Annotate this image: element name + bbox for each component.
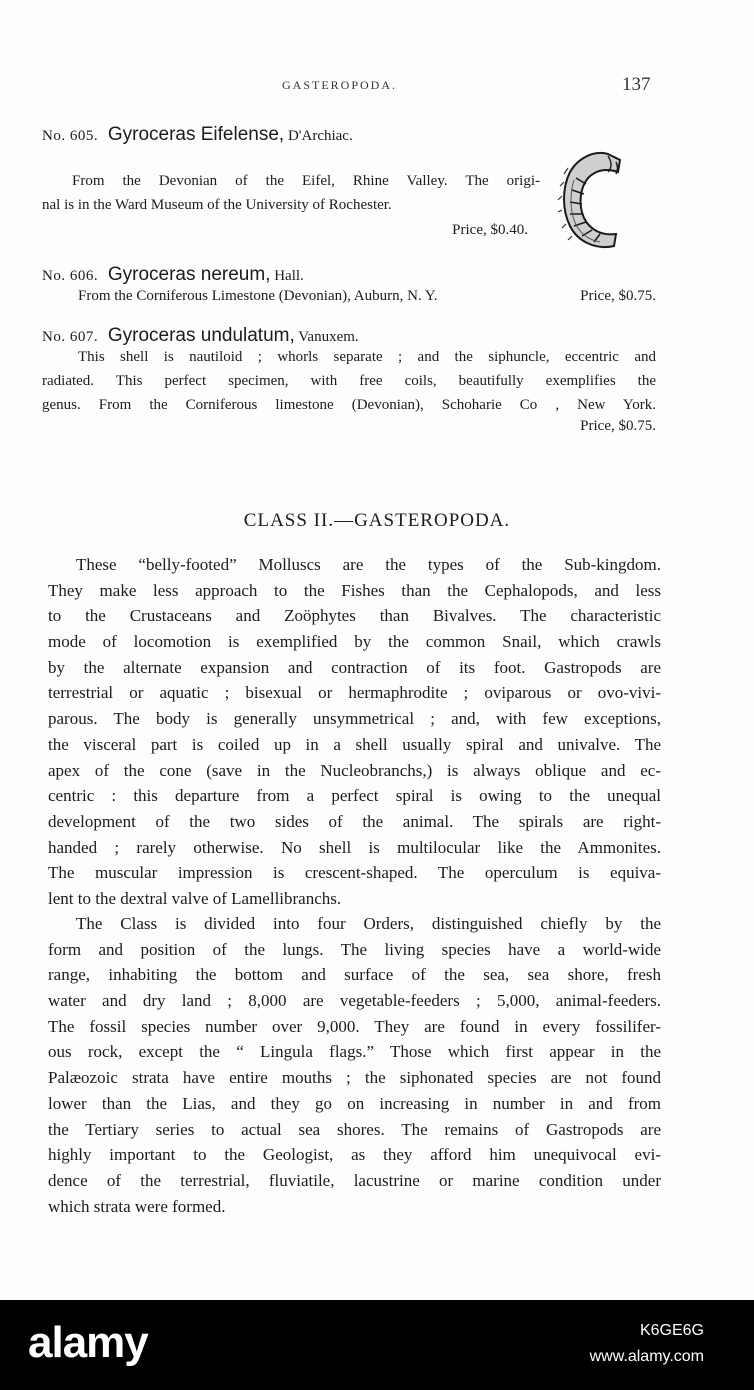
entry-607-price: Price, $0.75. [580,418,656,434]
entry-607-title [42,325,359,347]
entry-number: No. 605. [42,128,99,144]
entry-607-line-2: radiated. This perfect specimen, with free coils, beautifully exemplifies the [42,373,656,389]
paragraph-line: which strata were formed. [48,1196,226,1216]
paragraph-line: handed ; rarely otherwise. No shell is multilocular like the Ammonites. [48,837,661,857]
entry-606-line-1: From the Corniferous Limestone (Devonian), Auburn, N. Y. [78,288,438,304]
section-heading: CLASS II.—GASTEROPODA. [243,510,511,531]
paragraph-line: development of the two sides of the animal. The spirals are right- [48,811,661,831]
page-header [0,74,754,98]
species-author: Vanuxem. [298,329,359,345]
site-url: www.alamy.com [589,1348,704,1365]
paragraph-line: by the alternate expansion and contraction of its foot. Gastropods are [48,657,661,677]
paragraph-line: lent to the dextral valve of Lamellibranchs. [48,888,342,908]
paragraph-line: water and dry land ; 8,000 are vegetable-feeders ; 5,000, animal-feeders. [48,991,661,1011]
entry-606-title [42,264,304,286]
paragraph-line: range, inhabiting the bottom and surface of the sea, sea shore, fresh [48,965,661,985]
entry-607-line-1: This shell is nautiloid ; whorls separate ; and the siphuncle, eccentric and [78,349,656,365]
species-author: D'Archiac. [287,128,353,144]
paragraph-line: terrestrial or aquatic ; bisexual or hermaphrodite ; oviparous or ovo-vivi- [48,683,661,703]
alamy-logo: alamy [28,1318,148,1367]
species-name: Gyroceras undulatum, [107,325,295,346]
entry-605-line-2: nal is in the Ward Museum of the University of Rochester. [42,197,392,213]
page-number: 137 [622,74,651,95]
paragraph-line: apex of the cone (save in the Nucleobranchs,) is always oblique and ec- [48,760,661,780]
gyroceras-fossil-illustration [556,148,628,254]
paragraph-line: highly important to the Geologist, as they afford him unequivocal evi- [48,1145,661,1165]
entry-605-title [42,124,353,146]
entry-605-price: Price, $0.40. [452,222,528,238]
entry-number: No. 606. [42,268,99,284]
paragraph-line: The fossil species number over 9,000. They are found in every fossilifer- [48,1016,661,1036]
paragraph-line: the visceral part is coiled up in a shell usually spiral and univalve. The [48,734,661,754]
species-name: Gyroceras nereum, [107,264,271,285]
species-name: Gyroceras Eifelense, [107,124,285,145]
paragraph-line: parous. The body is generally unsymmetrical ; and, with few exceptions, [48,709,661,729]
entry-number: No. 607. [42,329,99,345]
paragraph-line: They make less approach to the Fishes than the Cephalopods, and less [48,580,661,600]
running-head: GASTEROPODA. [282,78,398,92]
entry-605-line-1: From the Devonian of the Eifel, Rhine Valley. The origi- [72,173,540,189]
paragraph-line: The Class is divided into four Orders, distinguished chiefly by the [76,914,661,933]
species-author: Hall. [274,268,304,284]
paragraph-line: to the Crustaceans and Zoöphytes than Bivalves. The characteristic [48,606,661,626]
entry-606-price: Price, $0.75. [580,288,656,304]
paragraph-line: mode of locomotion is exemplified by the common Snail, which crawls [48,632,661,652]
paragraph-line: Palæozoic strata have entire mouths ; the siphonated species are not found [48,1068,661,1088]
entry-607-line-3: genus. From the Corniferous limestone (Devonian), Schoharie Co , New York. [42,397,656,413]
paragraph-line: ous rock, except the “ Lingula flags.” Those which first appear in the [48,1042,661,1062]
paragraph-line: form and position of the lungs. The living species have a world-wide [48,939,661,959]
paragraph-line: The muscular impression is crescent-shaped. The operculum is equiva- [48,863,661,883]
paragraph-line: lower than the Lias, and they go on increasing in number in and from [48,1093,661,1113]
paragraph-line: These “belly-footed” Molluscs are the types of the Sub-kingdom. [76,555,661,574]
paragraph-2 [48,911,661,1219]
paragraph-line: the Tertiary series to actual sea shores. The remains of Gastropods are [48,1119,661,1139]
paragraph-1 [48,552,661,912]
paragraph-line: dence of the terrestrial, fluviatile, lacustrine or marine condition under [48,1170,661,1190]
paragraph-line: centric : this departure from a perfect spiral is owing to the unequal [48,786,661,806]
image-id: K6GE6G [639,1322,704,1339]
